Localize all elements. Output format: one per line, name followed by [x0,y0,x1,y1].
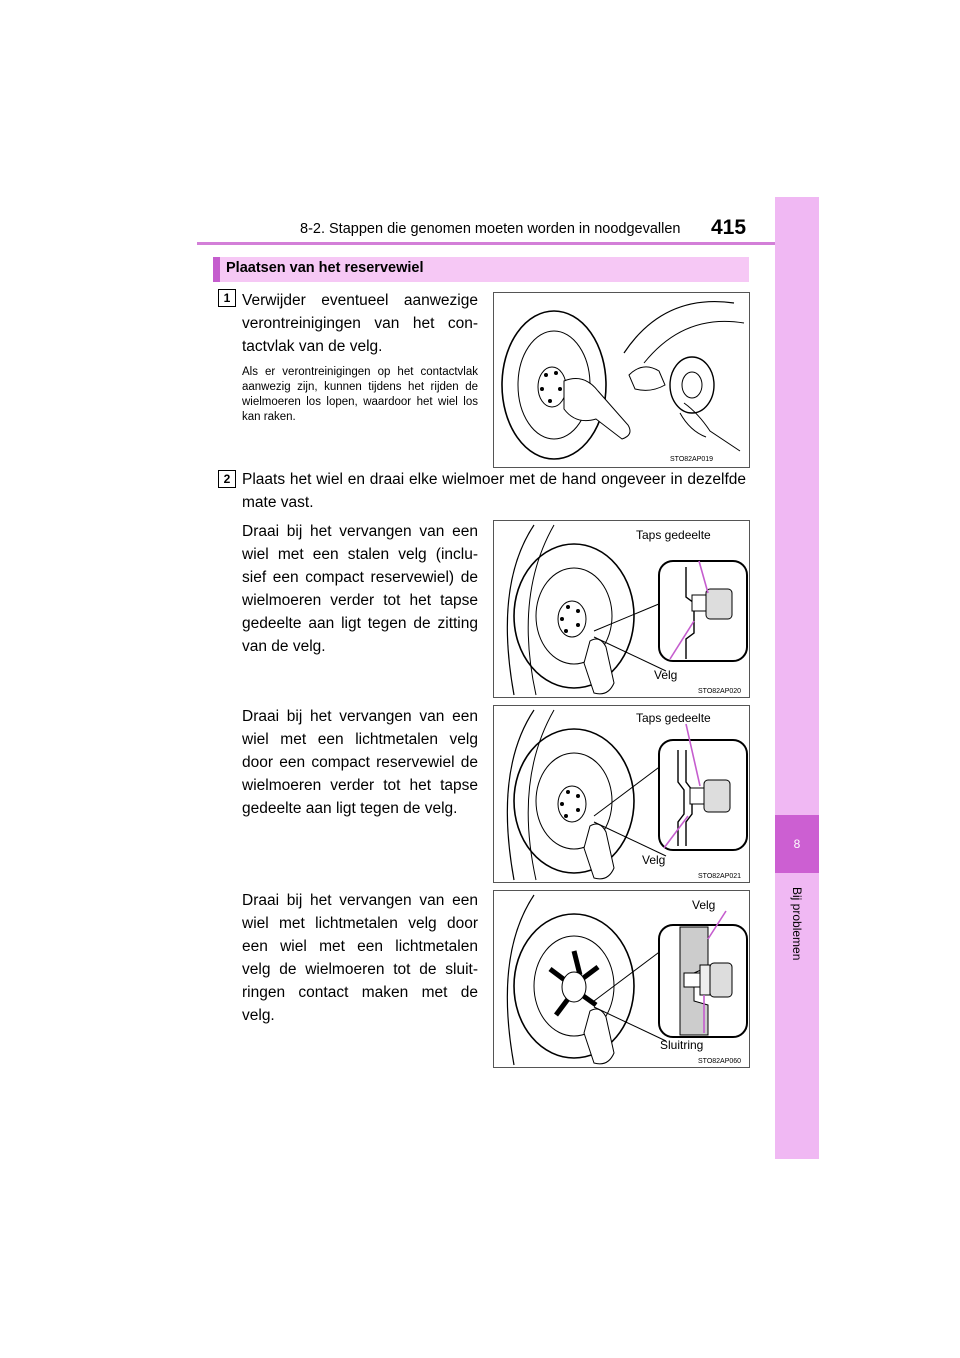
chapter-tab: 8 [775,815,819,873]
label-velg: Velg [692,898,716,912]
figure-alloy-rim-washer-illustration [494,891,749,1067]
figure-clean-hub [493,292,750,468]
chapter-label: Bij problemen [790,887,804,961]
figure-alloy-rim-compact-illustration [494,706,749,882]
figure-code: STO82AP019 [670,456,714,463]
section-heading-accent [213,257,220,282]
figure-steel-rim [493,520,750,698]
page-number: 415 [711,216,747,239]
section-title: Plaatsen van het reservewiel [226,260,424,276]
header-rule [197,242,817,245]
step-1-note: Als er verontreinigingen op het contactvlak aanwezig zijn, kunnen tijdens het rijden de wielmoeren los lopen, waardoor het wiel los kan raken. [242,366,478,423]
label-taps-gedeelte: Taps gedeelte [636,711,711,725]
figure-code: STO82AP060 [698,1058,742,1065]
figure-alloy-rim-compact [493,705,750,883]
label-velg: Velg [654,668,678,682]
figure-code: STO82AP021 [698,873,742,880]
label-taps-gedeelte: Taps gedeelte [636,528,711,542]
label-sluitring: Sluitring [660,1038,704,1052]
step-2-text: Plaats het wiel en draai elke wielmoer met de hand ongeveer in dezelfde mate vast. [242,471,746,511]
step-number-2: 2 [218,470,236,488]
label-velg: Velg [642,853,666,867]
chapter-sidebar [775,197,819,1159]
figure-steel-rim-illustration [494,521,749,697]
step-number-1: 1 [218,289,236,307]
figure-alloy-rim-washer [493,890,750,1068]
step-1-text: Verwijder eventueel aanwezige verontreinigingen van het con-tactvlak van de velg. [242,292,478,355]
figure-clean-hub-illustration [494,293,749,467]
running-header: 8-2. Stappen die genomen moeten worden in noodgevallen [300,221,681,237]
alloy-rim-compact-instruction: Draai bij het vervangen van een wiel met een lichtmetalen velg door een compact reservewiel de wielmoeren verder tot het tapse gedeelte aan ligt tegen de velg. [242,708,478,817]
steel-rim-instruction: Draai bij het vervangen van een wiel met een stalen velg (inclu-sief een compact reservewiel) de wielmoeren verder tot het tapse gedeelte aan ligt tegen de zitting van de velg. [242,523,478,655]
figure-code: STO82AP020 [698,688,742,695]
alloy-rim-instruction: Draai bij het vervangen van een wiel met lichtmetalen velg door een wiel met een lichtmetalen velg de wielmoeren tot de sluit-ringen contact maken met de velg. [242,892,478,1024]
